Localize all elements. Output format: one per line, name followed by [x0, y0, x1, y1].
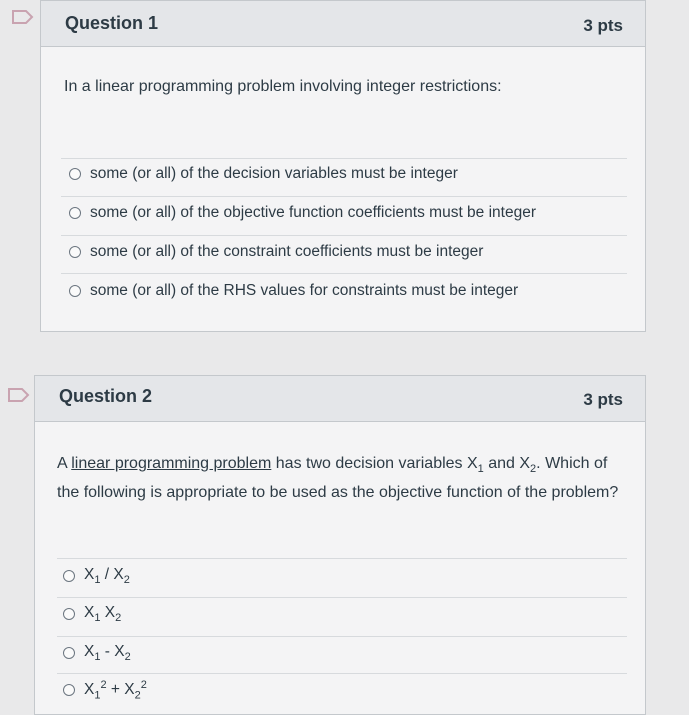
- divider: [57, 673, 627, 674]
- answer-option[interactable]: [63, 604, 121, 624]
- answer-label: some (or all) of the decision variables must be integer: [90, 165, 458, 182]
- answer-option[interactable]: [63, 566, 130, 586]
- answer-option[interactable]: [69, 243, 483, 261]
- radio-button[interactable]: [63, 647, 75, 659]
- radio-button[interactable]: [69, 168, 81, 180]
- divider: [61, 235, 627, 236]
- divider: [57, 597, 627, 598]
- answer-label: some (or all) of the objective function coefficients must be integer: [90, 204, 536, 221]
- question-1-card: [40, 0, 646, 332]
- answer-label: some (or all) of the constraint coefficients must be integer: [90, 243, 484, 260]
- answer-label: $X_1 / X_2$: [84, 566, 130, 587]
- radio-button[interactable]: [63, 570, 75, 582]
- radio-button[interactable]: [63, 684, 75, 696]
- flag-question-icon[interactable]: [8, 388, 30, 402]
- answer-option[interactable]: [69, 282, 518, 300]
- divider: [57, 636, 627, 637]
- question-points: 3 pts: [583, 390, 623, 409]
- answer-option[interactable]: [69, 165, 458, 183]
- answer-option[interactable]: [63, 679, 147, 701]
- question-title: Question 1: [65, 13, 159, 33]
- radio-button[interactable]: [69, 246, 81, 258]
- question-header: [41, 1, 645, 47]
- flag-question-icon[interactable]: [12, 10, 34, 24]
- answer-option[interactable]: [69, 204, 536, 222]
- answer-label: $X_1$ $X_2$: [84, 604, 122, 625]
- question-2-card: [34, 375, 646, 715]
- answer-label: $X_1 - X_2$: [84, 643, 131, 664]
- glossary-link[interactable]: linear programming problem: [71, 455, 272, 472]
- answer-label: $X_1^2 + X_2^2$: [84, 679, 147, 702]
- question-points: 3 pts: [583, 16, 623, 35]
- answer-option[interactable]: [63, 643, 131, 663]
- divider: [61, 196, 627, 197]
- radio-button[interactable]: [63, 608, 75, 620]
- radio-button[interactable]: [69, 285, 81, 297]
- question-prompt: In a linear programming problem involving integer restrictions:: [64, 78, 502, 95]
- question-title: Question 2: [59, 386, 153, 406]
- question-prompt: A linear programming problem has two decision variables $X_1$ and $X_2$. Which of the following is appropriate to be used as the objective function of the problem?: [57, 455, 619, 502]
- divider: [57, 558, 627, 559]
- divider: [61, 158, 627, 159]
- question-header: [35, 376, 645, 422]
- radio-button[interactable]: [69, 207, 81, 219]
- answer-label: some (or all) of the RHS values for constraints must be integer: [90, 282, 519, 299]
- divider: [61, 273, 627, 274]
